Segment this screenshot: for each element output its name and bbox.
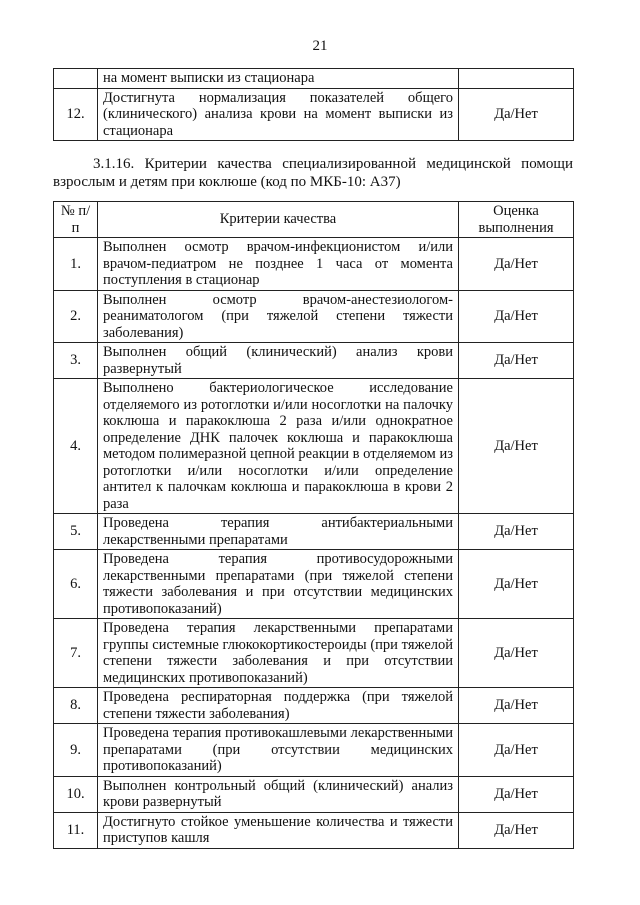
evaluation-cell	[459, 69, 574, 89]
criterion-text: Проведена терапия антибактериальными лекарственными препаратами	[98, 514, 459, 550]
row-number: 12.	[54, 88, 98, 141]
criterion-text: Выполнен контрольный общий (клинический) анализ крови развернутый	[98, 776, 459, 812]
row-number: 6.	[54, 550, 98, 619]
row-number	[54, 69, 98, 89]
criterion-text: Проведена терапия лекарственными препаратами группы системные глюкокортикостероиды (при тяжелой степени тяжести заболевания и при отсутствии медицинских противопоказаний)	[98, 619, 459, 688]
criterion-text: Достигнута нормализация показателей общего (клинического) анализа крови на момент выписки из стационара	[98, 88, 459, 141]
table-row	[54, 724, 574, 777]
evaluation-cell: Да/Нет	[459, 619, 574, 688]
row-number: 7.	[54, 619, 98, 688]
evaluation-cell: Да/Нет	[459, 343, 574, 379]
row-number: 1.	[54, 238, 98, 291]
table-row	[54, 69, 574, 89]
row-number: 10.	[54, 776, 98, 812]
criterion-text: на момент выписки из стационара	[98, 69, 459, 89]
table-row	[54, 812, 574, 848]
row-number: 3.	[54, 343, 98, 379]
evaluation-cell: Да/Нет	[459, 724, 574, 777]
row-number: 4.	[54, 379, 98, 514]
evaluation-cell: Да/Нет	[459, 514, 574, 550]
criterion-text: Проведена респираторная поддержка (при тяжелой степени тяжести заболевания)	[98, 688, 459, 724]
criterion-text: Достигнуто стойкое уменьшение количества и тяжести приступов кашля	[98, 812, 459, 848]
evaluation-cell: Да/Нет	[459, 290, 574, 343]
criterion-text: Выполнен осмотр врачом-инфекционистом и/или врачом-педиатром не позднее 1 часа от момента поступления в стационар	[98, 238, 459, 291]
table-row	[54, 550, 574, 619]
table-row	[54, 776, 574, 812]
evaluation-cell: Да/Нет	[459, 688, 574, 724]
table-row	[54, 88, 574, 141]
quality-criteria-table	[53, 201, 574, 849]
evaluation-cell: Да/Нет	[459, 238, 574, 291]
table-row	[54, 514, 574, 550]
evaluation-cell: Да/Нет	[459, 379, 574, 514]
table-row	[54, 290, 574, 343]
row-number: 11.	[54, 812, 98, 848]
table-row	[54, 688, 574, 724]
row-number: 5.	[54, 514, 98, 550]
row-number: 9.	[54, 724, 98, 777]
page-number: 21	[312, 38, 328, 54]
table-row	[54, 343, 574, 379]
evaluation-cell: Да/Нет	[459, 776, 574, 812]
table-header-row	[54, 202, 574, 238]
row-number: 2.	[54, 290, 98, 343]
evaluation-cell: Да/Нет	[459, 88, 574, 141]
header-number: № п/п	[54, 202, 98, 238]
criterion-text: Выполнено бактериологическое исследование отделяемого из ротоглотки и/или носоглотки на палочку коклюша и паракоклюша 2 раза и/или однократное определение ДНК палочек коклюша и паракоклюша методом полимеразной цепной реакции в отделяемом из ротоглотки и/или носоглотки и/или определение антител к палочкам коклюша и паракоклюша в крови 2 раза	[98, 379, 459, 514]
row-number: 8.	[54, 688, 98, 724]
section-heading: 3.1.16. Критерии качества специализированной медицинской помощи взрослым и детям при коклюше (код по МКБ-10: А37)	[53, 156, 573, 190]
table-row	[54, 238, 574, 291]
criterion-text: Выполнен общий (клинический) анализ крови развернутый	[98, 343, 459, 379]
top-criteria-table	[53, 68, 574, 141]
criterion-text: Проведена терапия противосудорожными лекарственными препаратами (при тяжелой степени тяжести заболевания и при отсутствии медицинских противопоказаний)	[98, 550, 459, 619]
header-evaluation: Оценка выполнения	[459, 202, 574, 238]
header-criterion: Критерии качества	[98, 202, 459, 238]
table-row	[54, 379, 574, 514]
table-row	[54, 619, 574, 688]
criterion-text: Выполнен осмотр врачом-анестезиологом-реаниматологом (при тяжелой степени тяжести заболевания)	[98, 290, 459, 343]
evaluation-cell: Да/Нет	[459, 550, 574, 619]
criterion-text: Проведена терапия противокашлевыми лекарственными препаратами (при отсутствии медицинских противопоказаний)	[98, 724, 459, 777]
evaluation-cell: Да/Нет	[459, 812, 574, 848]
